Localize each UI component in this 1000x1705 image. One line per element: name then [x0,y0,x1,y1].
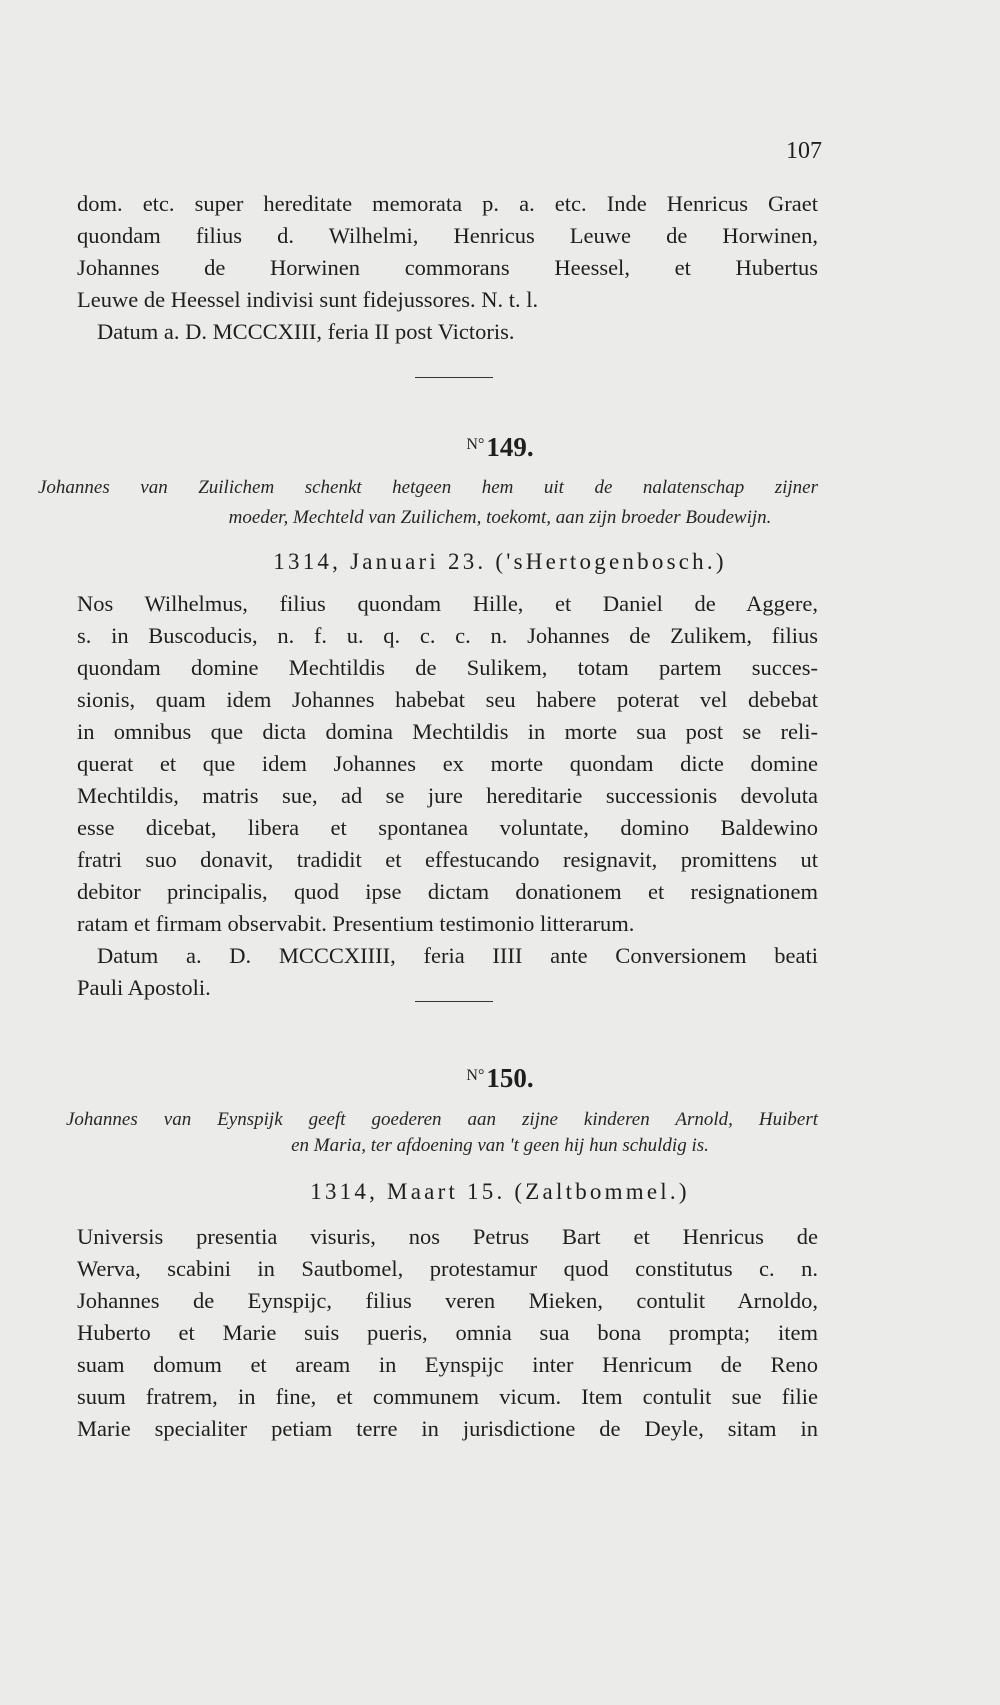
text-line: debitor principalis, quod ipse dictam donationem et resignationem [77,879,818,904]
page-number: 107 [786,138,822,164]
text-line: Huberto et Marie suis pueris, omnia sua bona prompta; item [77,1320,818,1345]
text-line: esse dicebat, libera et spontanea voluntate, domino Baldewino [77,815,818,840]
text-line: Werva, scabini in Sautbomel, protestamur quod constitutus c. n. [77,1256,818,1281]
text-line: fratri suo donavit, tradidit et effestucando resignavit, promittens ut [77,847,818,872]
section-divider [415,377,493,378]
text-line: Datum a. D. MCCCXIIII, feria IIII ante Conversionem beati [97,943,818,968]
text-line: Datum a. D. MCCCXIII, feria II post Victoris. [97,319,515,344]
number-prefix: N° [466,1067,485,1084]
date-line: 1314, Maart 15. (Zaltbommel.) [310,1179,690,1204]
section-divider [415,1001,493,1002]
text-line: Universis presentia visuris, nos Petrus Bart et Henricus de [77,1224,818,1249]
number-value: 150. [486,1063,534,1093]
text-line: quondam filius d. Wilhelmi, Henricus Leuwe de Horwinen, [77,223,818,248]
text-line: suam domum et aream in Eynspijc inter Henricum de Reno [77,1352,818,1377]
text-line: Nos Wilhelmus, filius quondam Hille, et Daniel de Aggere, [77,591,818,616]
text-line: in omnibus que dicta domina Mechtildis in morte sua post se reli- [77,719,818,744]
summary-line: Johannes van Eynspijk geeft goederen aan zijne kinderen Arnold, Huibert [66,1109,818,1130]
summary-line: moeder, Mechteld van Zuilichem, toekomt, aan zijn broeder Boudewijn. [228,507,772,528]
text-line: dom. etc. super hereditate memorata p. a. etc. Inde Henricus Graet [77,191,818,216]
date-line: 1314, Januari 23. ('sHertogenbosch.) [273,549,727,574]
document-number-149 [0,428,1000,464]
summary-line: Johannes van Zuilichem schenkt hetgeen hem uit de nalatenschap zijner [38,477,818,498]
document-number-150 [0,1059,1000,1095]
text-line: Pauli Apostoli. [77,975,211,1000]
summary-line: en Maria, ter afdoening van 't geen hij hun schuldig is. [291,1135,709,1156]
text-line: Johannes de Eynspijc, filius veren Mieken, contulit Arnoldo, [77,1288,818,1313]
text-line: suum fratrem, in fine, et communem vicum. Item contulit sue filie [77,1384,818,1409]
number-prefix: N° [466,436,485,453]
text-line: Leuwe de Heessel indivisi sunt fidejussores. N. t. l. [77,287,539,312]
text-line: s. in Buscoducis, n. f. u. q. c. c. n. Johannes de Zulikem, filius [77,623,818,648]
text-line: quondam domine Mechtildis de Sulikem, totam partem succes- [77,655,818,680]
number-value: 149. [486,432,534,462]
text-line: Marie specialiter petiam terre in jurisdictione de Deyle, sitam in [77,1416,818,1441]
text-line: sionis, quam idem Johannes habebat seu habere poterat vel debebat [77,687,818,712]
text-line: Johannes de Horwinen commorans Heessel, et Hubertus [77,255,818,280]
text-line: Mechtildis, matris sue, ad se jure hereditarie successionis devoluta [77,783,818,808]
text-line: querat et que idem Johannes ex morte quondam dicte domine [77,751,818,776]
text-line: ratam et firmam observabit. Presentium testimonio litterarum. [77,911,635,936]
